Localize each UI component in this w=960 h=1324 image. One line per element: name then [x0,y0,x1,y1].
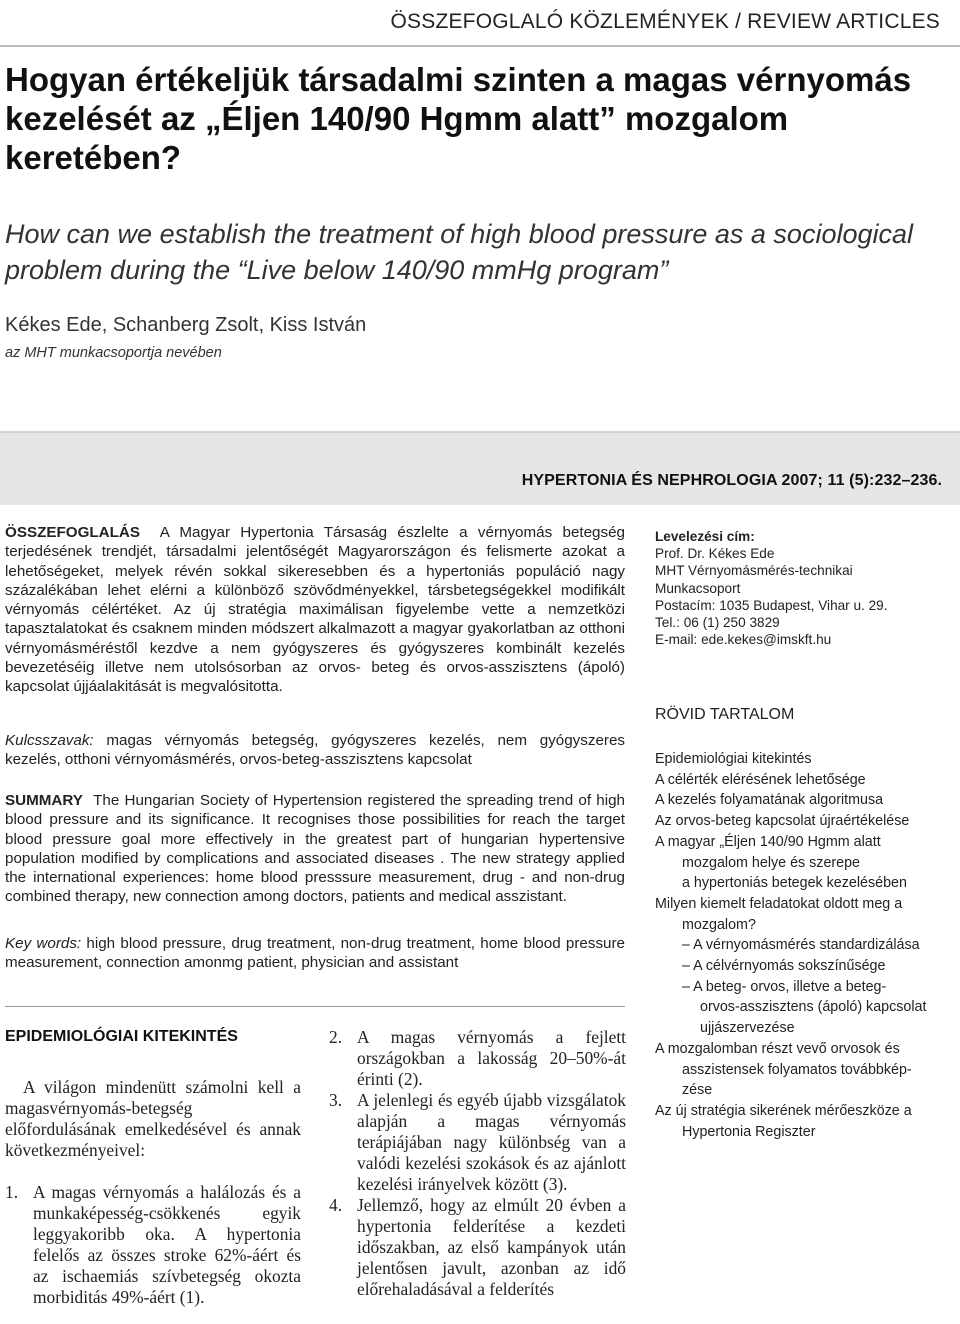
section-heading: EPIDEMIOLÓGIAI KITEKINTÉS [5,1028,238,1045]
body-intro: A világon mindenütt számolni kell a magasvérnyomás-betegség előfordulásának emelkedésével és annak következményeivel: [5,1077,301,1160]
contents-item: A mozgalomban részt vevő orvosok és [655,1040,900,1057]
correspondence-email: E-mail: ede.kekes@imskft.hu [655,632,832,648]
contents-item: Milyen kiemelt feladatokat oldott meg a [655,895,903,912]
correspondence-line: Tel.: 06 (1) 250 3829 [655,615,780,631]
list-number: 3. [329,1090,343,1110]
article-subtitle: How can we establish the treatment of high blood pressure as a sociological problem during the “Live below 140/90 mmHg program” [5,219,914,285]
contents-title: RÖVID TARTALOM [655,706,795,723]
contents-item: – A célvérnyomás sokszínűsége [682,958,886,975]
contents-item: mozgalom? [682,916,756,933]
list-number: 2. [329,1027,343,1047]
correspondence-line: Munkacsoport [655,580,741,596]
list-text: A jelenlegi és egyéb újabb vizsgálatok alapján a magas vérnyomás terápiájában nagy különbség van a valódi kezelési szokások és az ajánlott kezelési irányelvek között (3). [357,1090,626,1194]
contents-item: mozgalom helye és szerepe [682,854,861,871]
contents-item: A célérték elérésének lehetősége [655,771,866,788]
contents-item: Epidemiológiai kitekintés [655,751,812,767]
header-rule [0,45,960,47]
list-text: Jellemző, hogy az elmúlt 20 évben a hypertonia felderítése a kezdeti időszakban, az első kampányok után jelentősen javult, azonban az idő előrehaladásával a felderítés [357,1195,626,1299]
correspondence [655,528,955,648]
keywords-text-hu: magas vérnyomás betegség, gyógyszeres kezelés, nem gyógyszeres kezelés, otthoni vérnyomásmérés, orvos-beteg-asszisztens kapcsolat [5,732,625,769]
abstract-lead-hu: ÖSSZEFOGLALÁS [5,524,141,541]
list-item [329,1090,626,1195]
list-text: A magas vérnyomás a fejlett országokban a lakosság 20–50%-át érinti (2). [357,1027,626,1089]
contents-item: a hypertoniás betegek kezelésében [682,875,907,892]
list-item [5,1182,301,1308]
citation-band [0,431,960,505]
contents-item: asszistensek folyamatos továbbkép- [682,1061,912,1078]
contents-item: A magyar „Éljen 140/90 Hgmm alatt [655,833,881,850]
journal-citation: HYPERTONIA ÉS NEPHROLOGIA 2007; 11 (5):232–236. [521,472,942,489]
english-keywords [5,934,625,973]
author-group: az MHT munkacsoportja nevében [5,345,222,361]
contents-item: – A beteg- orvos, illetve a beteg- [682,978,887,995]
keywords-text-en: high blood pressure, drug treatment, non-drug treatment, home blood pressure measurement, connection amonmg patient, physician and assistant [5,935,625,972]
list-number: 1. [5,1182,19,1202]
contents-item: zése [682,1082,713,1099]
contents-item: – A vérnyomásmérés standardizálása [682,937,920,954]
contents-item: Az orvos-beteg kapcsolat újraértékelése [655,813,910,830]
section-label: ÖSSZEFOGLALÓ KÖZLEMÉNYEK / REVIEW ARTICLES [390,10,940,33]
body-right-column [329,1027,626,1300]
contents-item: ujjászervezése [700,1020,795,1037]
article-title: Hogyan értékeljük társadalmi szinten a magas vérnyomás kezelését az „Éljen 140/90 Hgmm alatt” mozgalom keretében? [5,61,912,176]
contents-item: A kezelés folyamatának algoritmusa [655,792,884,809]
abstract-text-en: The Hungarian Society of Hypertension registered the spreading trend of high blood pressure and its significance. It recognises those possibilities for reach the target blood pressure goal more effectively in the greatest part of hungarian hypertensive population modified by complications and associated diseases . The new strategy applied the international experiences: home blood presssure measurement, drug - and non-drug combined therapy, new connection among doctors, patients and medical asszistant. [5,792,625,906]
list-item [329,1027,626,1090]
abstract-divider [5,1006,625,1007]
keywords-label-hu: Kulcsszavak: [5,732,94,749]
contents-item: Az új stratégia sikerének mérőeszköze a [655,1102,912,1119]
correspondence-label: Levelezési cím: [655,529,755,544]
correspondence-line: Postacím: 1035 Budapest, Vihar u. 29. [655,597,888,613]
list-text: A magas vérnyomás a halálozás és a munkaképesség-csökkenés egyik leggyakoribb oka. A hypertonia felelős az összes stroke 62%-áért és az ischaemiás szívbetegség okozta morbiditás 49%-áért (1). [33,1182,301,1307]
contents-item: orvos-asszisztens (ápoló) kapcsolat [700,999,927,1016]
hungarian-abstract [5,523,625,697]
body-left-column [5,1077,301,1308]
correspondence-line: MHT Vérnyomásmérés-technikai [655,563,853,579]
keywords-label-en: Key words: [5,935,82,952]
hungarian-keywords [5,731,625,770]
correspondence-line: Prof. Dr. Kékes Ede [655,546,775,562]
contents-item: Hypertonia Regiszter [682,1123,816,1140]
list-item [329,1195,626,1300]
english-abstract [5,791,625,907]
authors: Kékes Ede, Schanberg Zsolt, Kiss István [5,314,367,336]
list-number: 4. [329,1195,343,1215]
abstract-lead-en: SUMMARY [5,792,83,809]
contents-list [655,749,955,1142]
abstract-text-hu: A Magyar Hypertonia Társaság észlelte a vérnyomás betegség terjedésének trendjét, társadalmi jelentőségét Magyarországon és felismerte azokat a lehetőségeket, melyek révén sokkal sikeresebben és a hypertoniás populáció nagy százalékában lehet elérni a különböző szövődményekkel, társbetegségekkel modifikált vérnyomás célértéket. Az új stratégia maximálisan figyelembe vette a nemzetközi tapasztalatokat és csaknem minden módszert alkalmazott a magyar gyakorlatban az otthoni vérnyomásméréstől kezdve a nem gyógyszeres és gyógyszeres kombinált kezelés bevezetéséig illetve nem utolsósorban az orvos- beteg és orvos-asszisztens (ápoló) kapcsolat újjáalakitását is megvalósitotta. [5,524,625,696]
